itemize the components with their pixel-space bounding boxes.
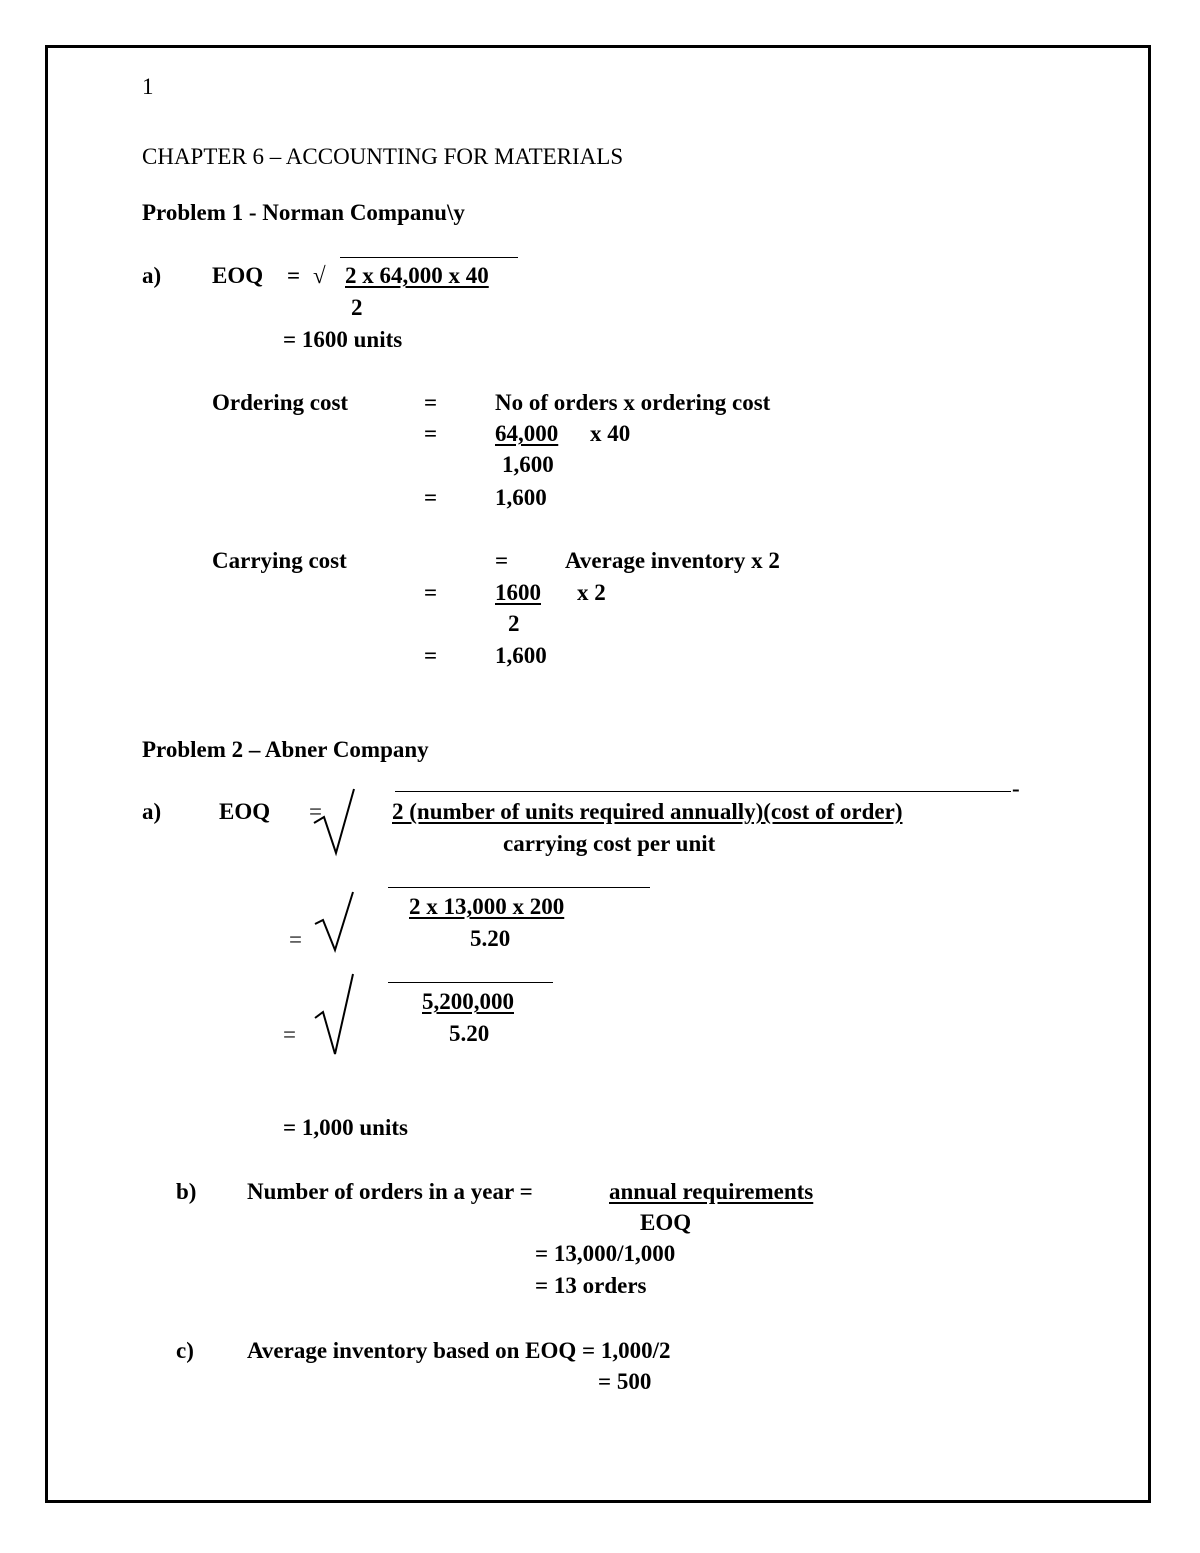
carrying-multiplier: x 2 [577,580,606,605]
problem2-eoq-equals: = [309,799,322,824]
problem2-eoq-label: EOQ [219,799,271,824]
carrying-line1: Average inventory x 2 [565,548,780,573]
radical-icon-1 [312,787,358,857]
step3-equals: = [283,1022,296,1047]
orders-text: Number of orders in a year = [247,1179,533,1204]
ordering-cost-label: Ordering cost [212,390,349,415]
problem1-eoq-numerator: 2 x 64,000 x 40 [345,263,489,288]
problem2-part-a-label: a) [142,799,162,824]
radical-icon: √ [313,263,326,288]
problem2-eoq-result: = 1,000 units [283,1115,408,1140]
step3-overline [388,982,553,983]
carrying-numerator: 1600 [495,580,541,605]
problem1-eoq-denominator: 2 [351,295,363,320]
formula-overline [395,791,1011,792]
carrying-eq1: = [495,548,509,573]
step2-numerator: 2 x 13,000 x 200 [409,894,565,919]
step2-equals: = [289,927,302,952]
ordering-denominator: 1,600 [502,452,554,477]
problem2-part-b-label: b) [176,1179,197,1204]
ordering-multiplier: x 40 [590,421,631,446]
formula-numerator: 2 (number of units required annually)(cost of order) [392,799,903,824]
ordering-numerator: 64,000 [495,421,559,446]
orders-numerator: annual requirements [609,1179,814,1204]
carrying-eq3: = [424,643,438,668]
avg-inventory-text: Average inventory based on EOQ = 1,000/2 [247,1338,671,1363]
step3-denominator: 5.20 [449,1021,490,1046]
ordering-result: 1,600 [495,485,547,510]
problem1-heading: Problem 1 - Norman Companu\y [142,200,465,225]
ordering-eq2: = [424,421,438,446]
orders-denominator: EOQ [640,1210,692,1235]
step2-denominator: 5.20 [470,926,511,951]
ordering-eq3: = [424,485,438,510]
avg-inventory-result: = 500 [598,1369,652,1394]
radical-icon-3 [313,972,357,1056]
problem2-part-c-label: c) [176,1338,194,1363]
chapter-title: CHAPTER 6 – ACCOUNTING FOR MATERIALS [142,144,624,169]
orders-line3: = 13 orders [535,1273,647,1298]
carrying-eq2: = [424,580,438,605]
step2-overline [388,887,650,888]
problem1-eoq-equals: = [287,263,301,288]
problem2-heading: Problem 2 – Abner Company [142,737,429,762]
page-number: 1 [142,74,154,99]
carrying-denominator: 2 [508,611,520,636]
ordering-line1: No of orders x ordering cost [495,390,771,415]
carrying-result: 1,600 [495,643,547,668]
formula-denominator: carrying cost per unit [503,831,716,856]
orders-line2: = 13,000/1,000 [535,1241,676,1266]
carrying-cost-label: Carrying cost [212,548,347,573]
radical-overline [340,257,518,258]
radical-icon-2 [313,890,357,952]
problem1-eoq-label: EOQ [212,263,264,288]
problem1-part-a-label: a) [142,263,162,288]
ordering-eq1: = [424,390,438,415]
problem1-eoq-result: = 1600 units [283,327,403,352]
step3-numerator: 5,200,000 [422,989,514,1014]
formula-trailing-dash: - [1012,776,1020,801]
